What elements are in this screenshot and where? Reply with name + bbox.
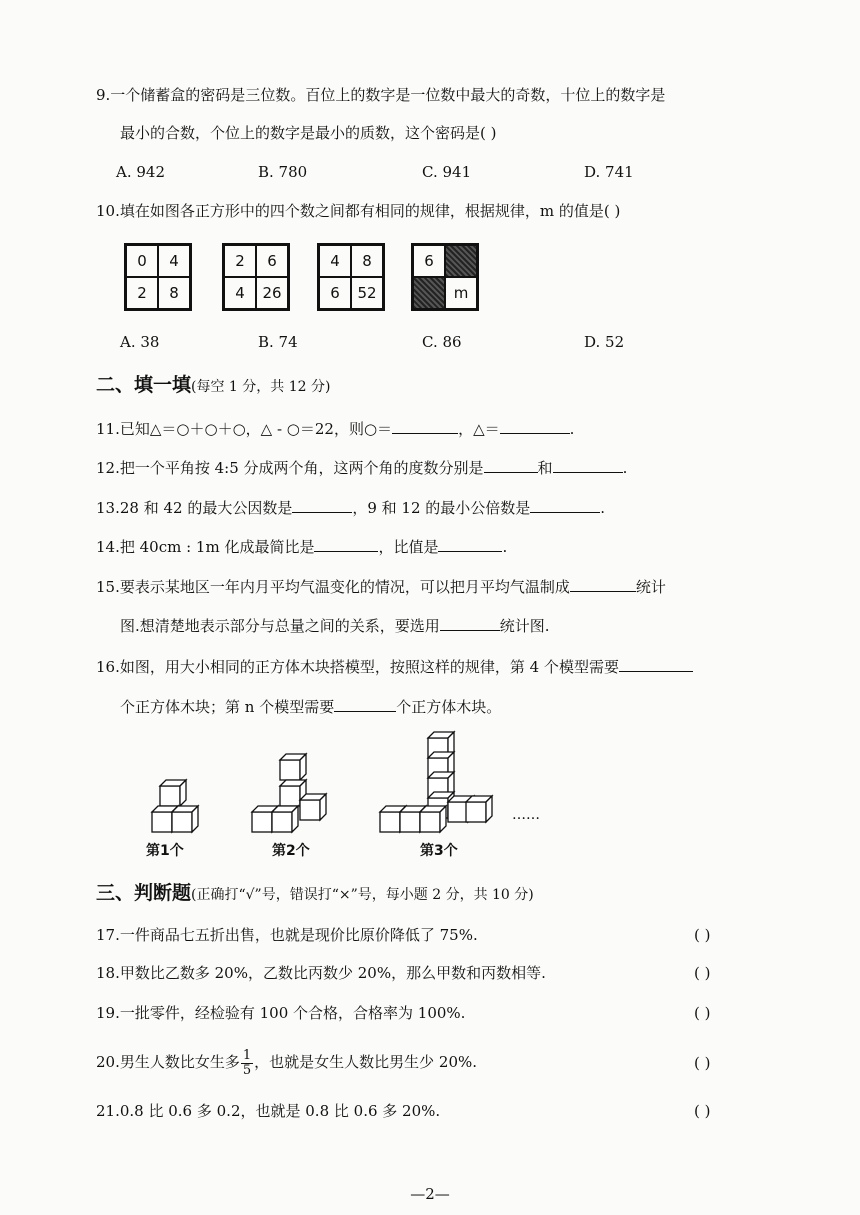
answer-paren[interactable]: ( ) xyxy=(694,926,711,944)
model-caption-2: 第2个 xyxy=(272,843,310,859)
q9-line2: 最小的合数，个位上的数字是最小的质数，这个密码是( ) xyxy=(120,124,497,142)
q10-option-c: C. 86 xyxy=(422,333,462,351)
q9-option-a: A. 942 xyxy=(116,163,165,181)
answer-paren[interactable]: ( ) xyxy=(694,1102,711,1120)
q13-text: ，9 和 12 的最小公倍数是 xyxy=(352,499,531,517)
q9-option-b: B. 780 xyxy=(258,163,308,181)
q9-option-d: D. 741 xyxy=(584,163,634,181)
answer-paren[interactable]: ( ) xyxy=(694,1054,711,1072)
number-square-3 xyxy=(317,243,385,311)
q15-line2 xyxy=(120,615,550,637)
q10-option-a: A. 38 xyxy=(120,333,160,351)
q11-text: 11.已知△＝○＋○＋○，△ - ○＝22，则○＝ xyxy=(96,420,393,438)
answer-blank[interactable] xyxy=(314,537,378,552)
section-2-heading xyxy=(96,372,330,400)
q14-text: 14.把 40cm : 1m 化成最简比是 xyxy=(96,538,315,556)
square-cell: 6 xyxy=(256,245,288,277)
answer-paren[interactable]: ( ) xyxy=(694,964,711,982)
q14-text: ，比值是 xyxy=(378,538,439,556)
q11-text: ，△＝ xyxy=(458,420,500,438)
q16-line1 xyxy=(96,656,693,678)
square-cell: 4 xyxy=(224,277,256,309)
number-square-2 xyxy=(222,243,290,311)
answer-blank[interactable] xyxy=(619,657,693,672)
square-cell: 2 xyxy=(224,245,256,277)
q18: 18.甲数比乙数多 20%，乙数比丙数少 20%，那么甲数和丙数相等. xyxy=(96,964,546,982)
q9-option-c: C. 941 xyxy=(422,163,472,181)
q15-line1 xyxy=(96,576,666,598)
shaded-cell xyxy=(413,277,445,309)
q10-option-b: B. 74 xyxy=(258,333,298,351)
q20-text: 20.男生人数比女生多 xyxy=(96,1053,240,1071)
ellipsis: …… xyxy=(512,807,540,823)
square-cell: 8 xyxy=(158,277,190,309)
q12-text: 12.把一个平角按 4:5 分成两个角，这两个角的度数分别是 xyxy=(96,459,484,477)
answer-paren[interactable]: ( ) xyxy=(694,1004,711,1022)
answer-blank[interactable] xyxy=(553,458,623,473)
q16-line2 xyxy=(120,696,501,718)
q12-text: . xyxy=(622,459,628,477)
section-3-title: 三、判断题 xyxy=(96,882,192,904)
q14 xyxy=(96,536,507,558)
fraction-numerator: 1 xyxy=(242,1047,252,1063)
cube-model-2 xyxy=(252,754,326,832)
q12 xyxy=(96,457,627,479)
model-caption-1: 第1个 xyxy=(146,843,184,859)
square-cell: 6 xyxy=(413,245,445,277)
q10-stem: 10.填在如图各正方形中的四个数之间都有相同的规律，根据规律，m 的值是( ) xyxy=(96,202,621,220)
q15-text: 统计图. xyxy=(499,617,550,635)
answer-blank[interactable] xyxy=(484,458,538,473)
square-cell: m xyxy=(445,277,477,309)
q17: 17.一件商品七五折出售，也就是现价比原价降低了 75%. xyxy=(96,926,478,944)
number-square-1 xyxy=(124,243,192,311)
answer-blank[interactable] xyxy=(570,577,636,592)
page-number: —2— xyxy=(410,1185,450,1203)
fraction-denominator: 5 xyxy=(242,1062,252,1078)
square-cell: 2 xyxy=(126,277,158,309)
answer-blank[interactable] xyxy=(334,697,396,712)
q20-text: ，也就是女生人数比男生少 20%. xyxy=(254,1053,478,1071)
q15-text: 15.要表示某地区一年内月平均气温变化的情况，可以把月平均气温制成 xyxy=(96,578,570,596)
q13-text: 13.28 和 42 的最大公因数是 xyxy=(96,499,293,517)
answer-blank[interactable] xyxy=(500,419,570,434)
cube-models-figure xyxy=(140,730,560,840)
q16-text: 个正方体木块；第 n 个模型需要 xyxy=(120,698,335,716)
q20 xyxy=(96,1046,477,1078)
section-2-title: 二、填一填 xyxy=(96,374,192,396)
q15-text: 统计 xyxy=(635,578,666,596)
q10-option-d: D. 52 xyxy=(584,333,625,351)
q15-text: 图.想清楚地表示部分与总量之间的关系，要选用 xyxy=(120,617,440,635)
cube-model-1 xyxy=(152,780,198,832)
shaded-cell xyxy=(445,245,477,277)
section-2-note: (每空 1 分，共 12 分) xyxy=(191,379,331,395)
q11-text: . xyxy=(569,420,575,438)
q14-text: . xyxy=(502,538,508,556)
q9-line1: 9.一个储蓄盒的密码是三位数。百位上的数字是一位数中最大的奇数，十位上的数字是 xyxy=(96,86,666,104)
answer-blank[interactable] xyxy=(530,498,600,513)
answer-blank[interactable] xyxy=(440,616,500,631)
q11 xyxy=(96,418,574,440)
square-cell: 6 xyxy=(319,277,351,309)
answer-blank[interactable] xyxy=(438,537,502,552)
q12-text: 和 xyxy=(537,459,553,477)
q21: 21.0.8 比 0.6 多 0.2，也就是 0.8 比 0.6 多 20%. xyxy=(96,1102,441,1120)
square-cell: 26 xyxy=(256,277,288,309)
q13-text: . xyxy=(600,499,606,517)
square-cell: 0 xyxy=(126,245,158,277)
section-3-note: (正确打“√”号，错误打“×”号，每小题 2 分，共 10 分) xyxy=(191,887,534,903)
square-cell: 52 xyxy=(351,277,383,309)
fraction xyxy=(241,1049,253,1078)
model-caption-3: 第3个 xyxy=(420,843,458,859)
q16-text: 16.如图，用大小相同的正方体木块搭模型，按照这样的规律，第 4 个模型需要 xyxy=(96,658,619,676)
answer-blank[interactable] xyxy=(392,419,458,434)
q19: 19.一批零件，经检验有 100 个合格，合格率为 100%. xyxy=(96,1004,466,1022)
q13 xyxy=(96,497,605,519)
cube-model-3 xyxy=(380,732,492,832)
section-3-heading xyxy=(96,880,534,908)
number-square-4 xyxy=(411,243,479,311)
square-cell: 8 xyxy=(351,245,383,277)
square-cell: 4 xyxy=(319,245,351,277)
q16-text: 个正方体木块。 xyxy=(396,698,502,716)
answer-blank[interactable] xyxy=(292,498,352,513)
square-cell: 4 xyxy=(158,245,190,277)
